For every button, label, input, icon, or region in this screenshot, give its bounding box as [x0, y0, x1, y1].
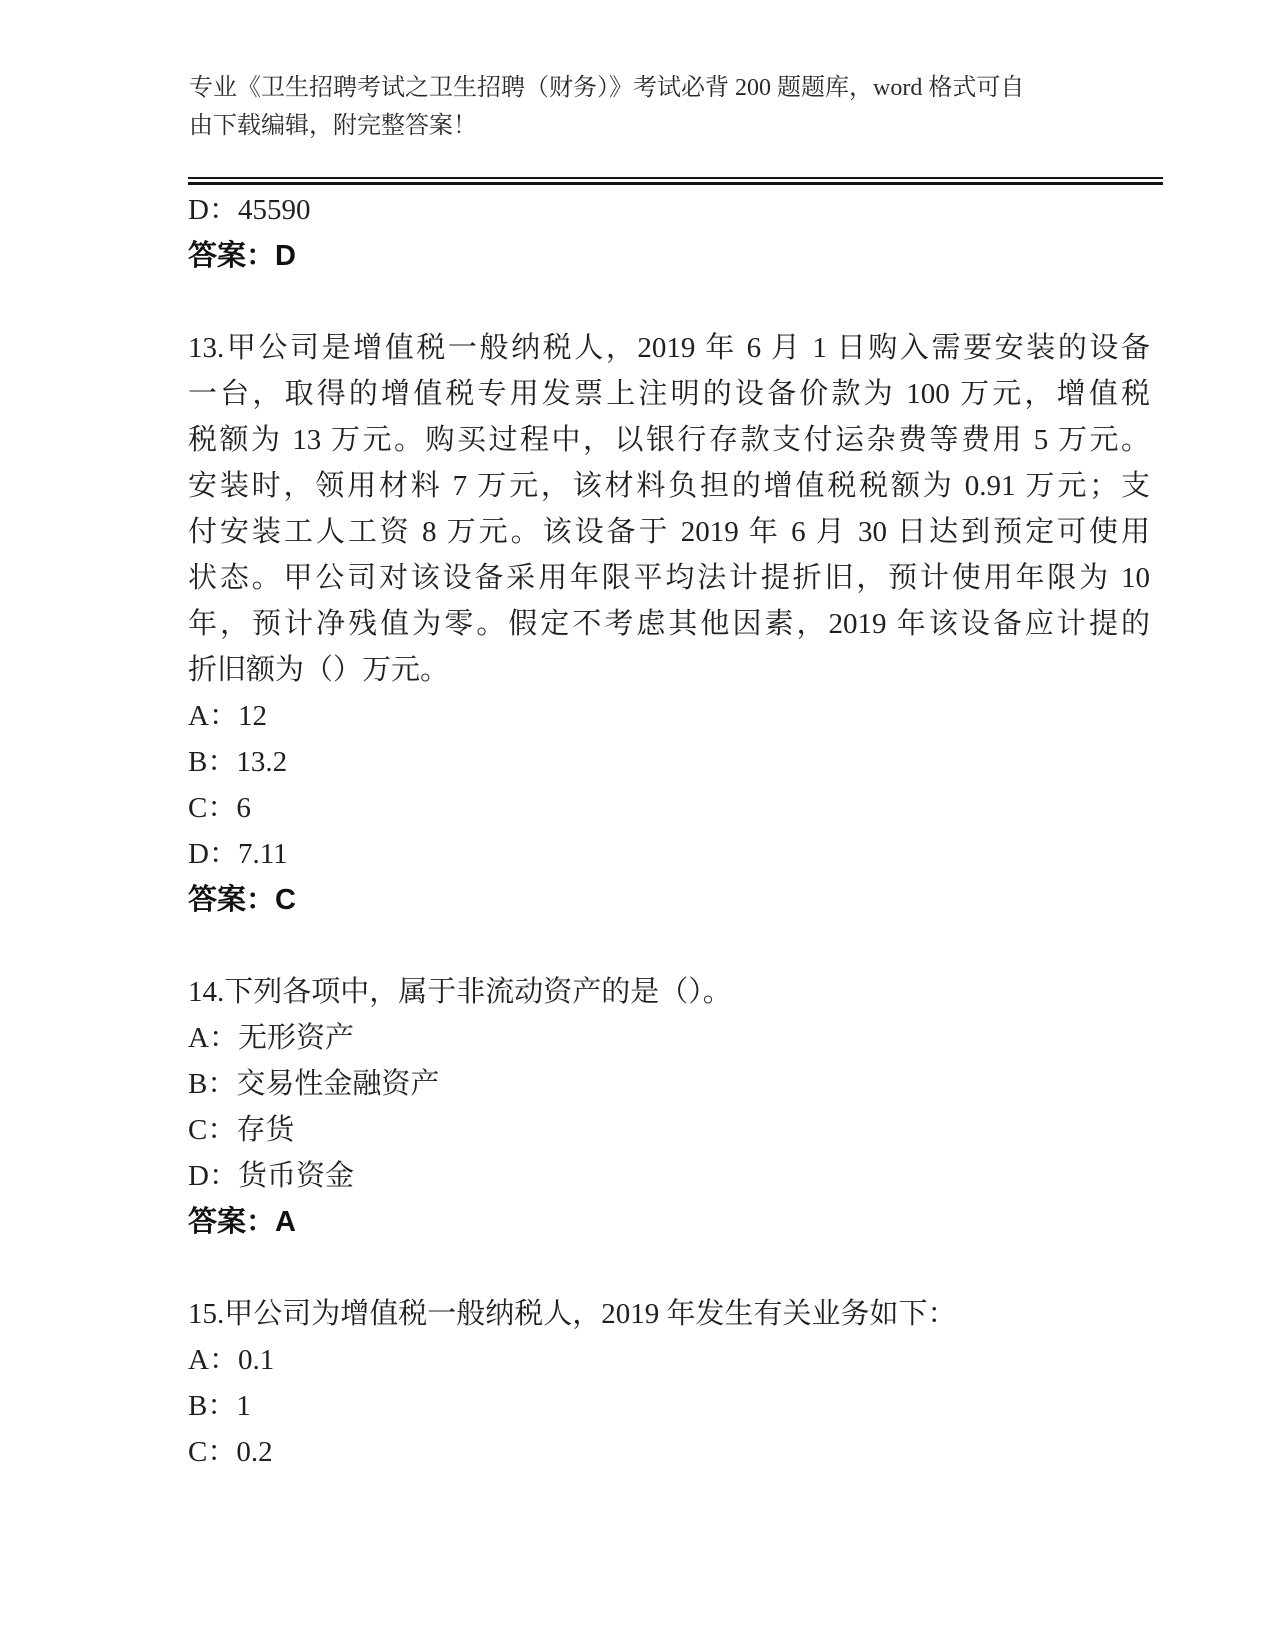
question-13-option-a: A：12	[188, 700, 267, 732]
document-body	[188, 187, 1150, 1475]
question-14-option-c: C：存货	[188, 1114, 295, 1146]
question-12-answer: 答案：D	[188, 240, 296, 272]
blank-line	[188, 923, 1150, 969]
question-13-answer: 答案：C	[188, 884, 296, 916]
question-13-option-c: C：6	[188, 792, 251, 824]
question-13-text-line-3: 税额为 13 万元。购买过程中，以银行存款支付运杂费等费用 5 万元。	[188, 424, 1150, 456]
question-14-option-a: A：无形资产	[188, 1022, 354, 1054]
question-15-text-line: 15.甲公司为增值税一般纳税人，2019 年发生有关业务如下：	[188, 1298, 957, 1330]
question-14-option-d: D：货币资金	[188, 1160, 354, 1192]
question-13-text-line-6: 状态。甲公司对该设备采用年限平均法计提折旧，预计使用年限为 10	[188, 562, 1150, 594]
header-title-line-2: 由下载编辑，附完整答案！	[189, 113, 477, 139]
blank-line	[188, 279, 1150, 325]
question-15-option-c: C：0.2	[188, 1436, 273, 1468]
question-14-text-line: 14.下列各项中，属于非流动资产的是（）。	[188, 976, 732, 1008]
blank-line	[188, 1245, 1150, 1291]
header-title-line-1: 专业《卫生招聘考试之卫生招聘（财务）》考试必背 200 题题库，word 格式可自	[189, 75, 1025, 101]
question-13-text-line-8: 折旧额为（）万元。	[188, 654, 450, 686]
question-13-text-line-5: 付安装工人工资 8 万元。该设备于 2019 年 6 月 30 日达到预定可使用	[188, 516, 1150, 548]
question-14-option-b: B：交易性金融资产	[188, 1068, 440, 1100]
question-13-text-line-2: 一台，取得的增值税专用发票上注明的设备价款为 100 万元，增值税	[188, 378, 1150, 410]
question-13-option-d: D：7.11	[188, 838, 288, 870]
question-12-option-d: D：45590	[188, 194, 311, 226]
header-divider-rule	[188, 177, 1163, 185]
question-14-answer: 答案：A	[188, 1206, 296, 1238]
question-13-text-line-1: 13.甲公司是增值税一般纳税人，2019 年 6 月 1 日购入需要安装的设备	[188, 332, 1150, 364]
question-13-text-line-7: 年，预计净残值为零。假定不考虑其他因素，2019 年该设备应计提的	[188, 608, 1150, 640]
question-15-option-b: B：1	[188, 1390, 251, 1422]
question-15-option-a: A：0.1	[188, 1344, 275, 1376]
question-13-text-line-4: 安装时，领用材料 7 万元，该材料负担的增值税税额为 0.91 万元；支	[188, 470, 1150, 502]
document-header	[189, 69, 1049, 145]
question-13-option-b: B：13.2	[188, 746, 288, 778]
